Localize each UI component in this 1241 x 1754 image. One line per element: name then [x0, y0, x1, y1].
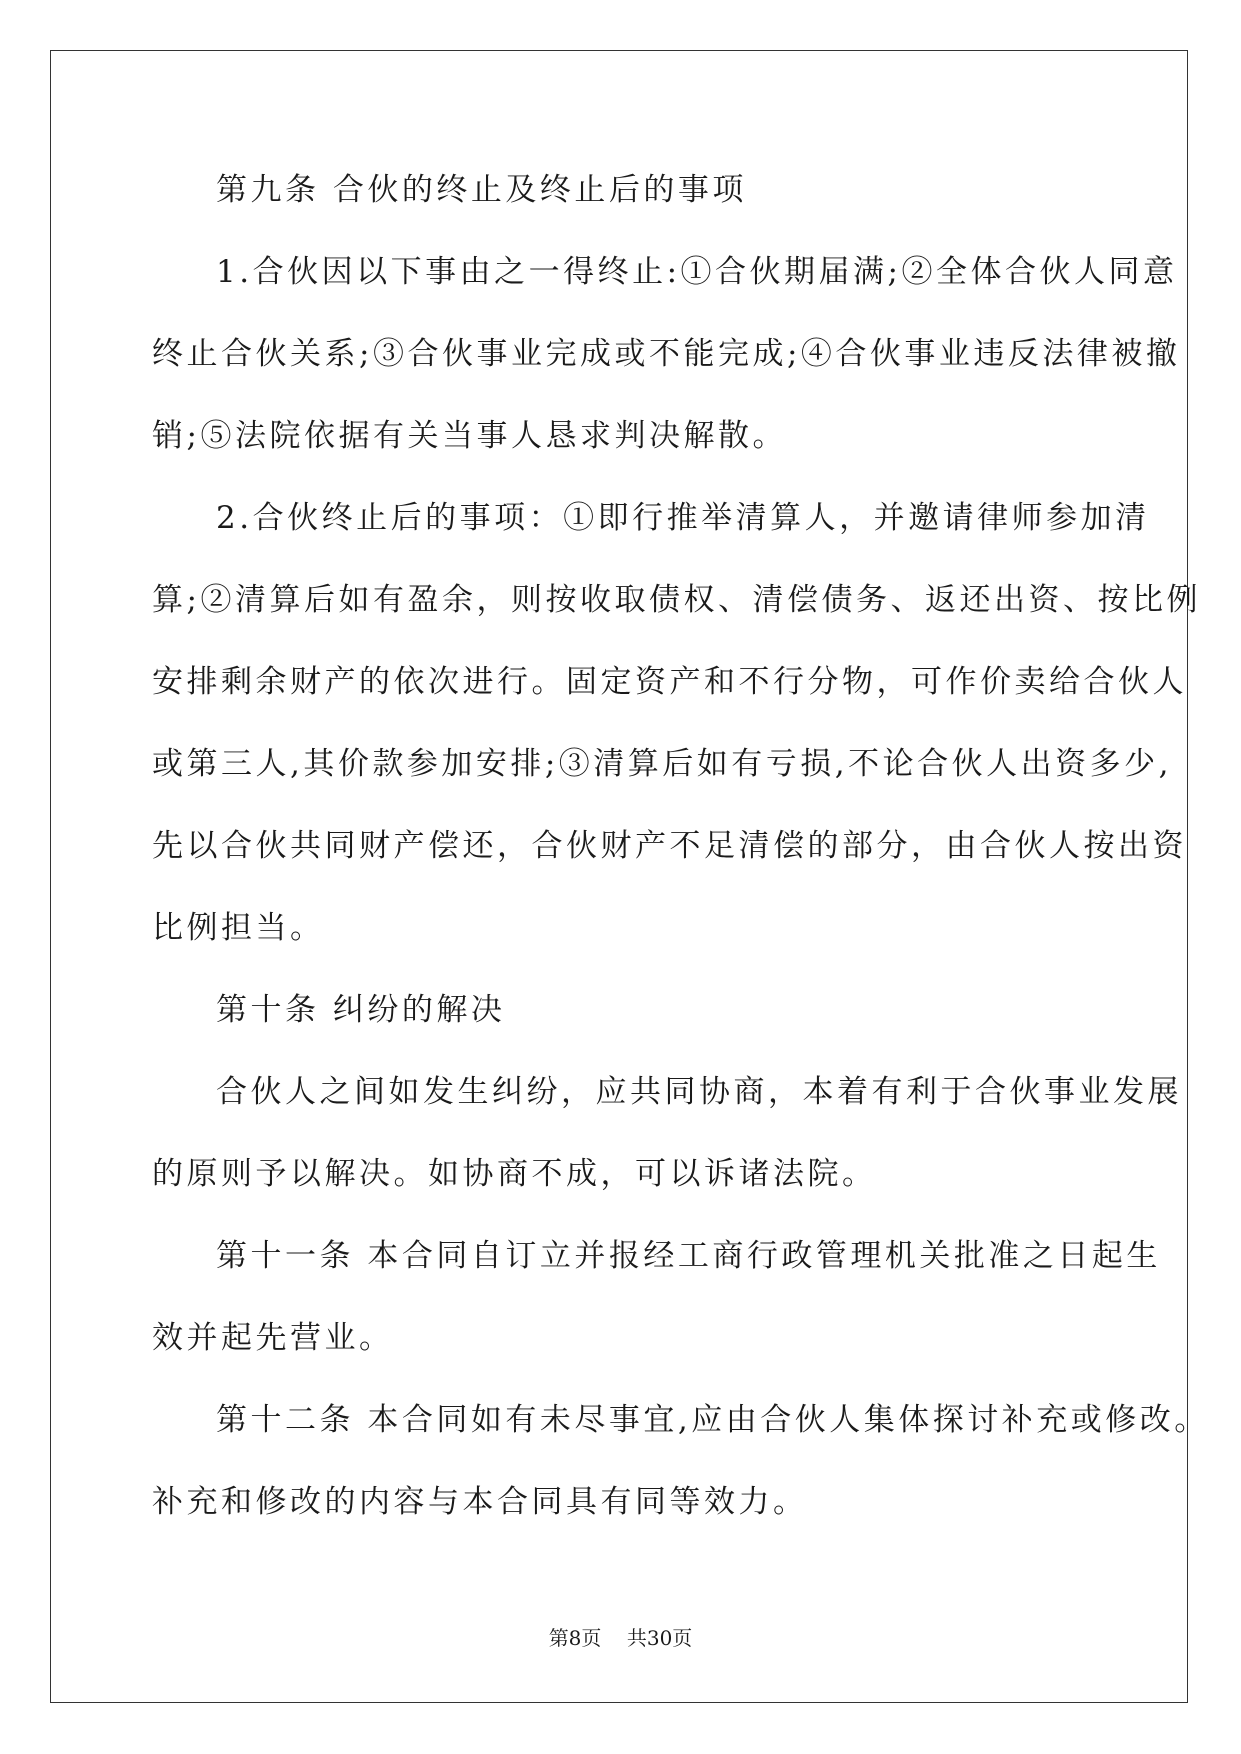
article-10-body-line-1: 合伙人之间如发生纠纷，应共同协商，本着有利于合伙事业发展: [216, 1074, 1182, 1110]
article-12-line-2: 补充和修改的内容与本合同具有同等效力。: [152, 1484, 808, 1520]
article-9-clause-2-line-3: 安排剩余财产的依次进行。固定资产和不行分物，可作价卖给合伙人: [152, 664, 1187, 700]
article-9-clause-2-line-6: 比例担当。: [152, 910, 325, 946]
article-11-line-2: 效并起先营业。: [152, 1320, 394, 1356]
article-9-clause-2-line-4: 或第三人,其价款参加安排;③清算后如有亏损,不论合伙人出资多少,: [152, 746, 1173, 782]
article-10-heading: 第十条 纠纷的解决: [216, 992, 506, 1028]
article-9-clause-2-line-2: 算;②清算后如有盈余，则按收取债权、清偿债务、返还出资、按比例: [152, 582, 1201, 618]
page-number-footer: 第8页 共30页: [548, 1626, 693, 1650]
article-11-line-1: 第十一条 本合同自订立并报经工商行政管理机关批准之日起生: [216, 1238, 1161, 1274]
article-10-body-line-2: 的原则予以解决。如协商不成，可以诉诸法院。: [152, 1156, 877, 1192]
article-9-clause-1-line-2: 终止合伙关系;③合伙事业完成或不能完成;④合伙事业违反法律被撤: [152, 336, 1181, 372]
article-12-line-1: 第十二条 本合同如有未尽事宜,应由合伙人集体探讨补充或修改。: [216, 1402, 1209, 1438]
article-9-heading: 第九条 合伙的终止及终止后的事项: [216, 172, 747, 208]
article-9-clause-1-line-3: 销;⑤法院依据有关当事人恳求判决解散。: [152, 418, 787, 454]
article-9-clause-2-line-5: 先以合伙共同财产偿还，合伙财产不足清偿的部分，由合伙人按出资: [152, 828, 1187, 864]
article-9-clause-2-line-1: 2.合伙终止后的事项：①即行推举清算人，并邀请律师参加清: [216, 500, 1150, 536]
document-body: [152, 160, 1209, 1554]
article-9-clause-1-line-1: 1.合伙因以下事由之一得终止:①合伙期届满;②全体合伙人同意: [216, 254, 1178, 290]
